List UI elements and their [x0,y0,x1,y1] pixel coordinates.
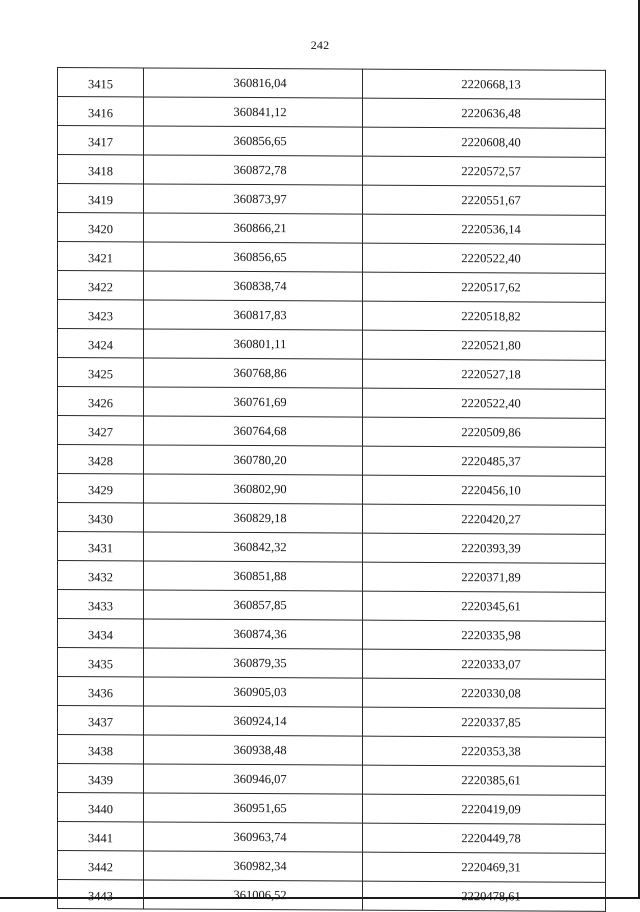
table-row [58,706,606,738]
point-number-cell: 3415 [58,68,144,97]
table-row [58,155,606,187]
point-number-cell: 3427 [58,416,144,445]
point-number-cell: 3441 [58,822,144,851]
point-number-cell: 3424 [58,329,144,358]
table-row [58,126,606,158]
y-coordinate-cell: 2220668,13 [363,69,606,99]
x-coordinate-cell: 360873,97 [144,184,363,214]
y-coordinate-cell: 2220522,40 [363,388,606,418]
y-coordinate-cell: 2220385,61 [363,765,606,795]
point-number-cell: 3423 [58,300,144,329]
point-number-cell: 3422 [58,271,144,300]
point-number-cell: 3421 [58,242,144,271]
x-coordinate-cell: 360842,32 [144,532,363,562]
y-coordinate-cell: 2220521,80 [363,330,606,360]
point-number-cell: 3437 [58,706,144,735]
x-coordinate-cell: 360946,07 [144,764,363,794]
point-number-cell: 3426 [58,387,144,416]
table-row [58,474,606,506]
y-coordinate-cell: 2220330,08 [363,678,606,708]
y-coordinate-cell: 2220536,14 [363,214,606,244]
y-coordinate-cell: 2220478,61 [363,881,606,911]
coordinates-table-body [58,68,606,912]
point-number-cell: 3428 [58,445,144,474]
x-coordinate-cell: 360851,88 [144,561,363,591]
x-coordinate-cell: 360801,11 [144,329,363,359]
point-number-cell: 3420 [58,213,144,242]
point-number-cell: 3443 [58,880,144,909]
x-coordinate-cell: 360924,14 [144,706,363,736]
table-row [58,358,606,390]
table-row [58,590,606,622]
table-row [58,271,606,303]
point-number-cell: 3438 [58,735,144,764]
point-number-cell: 3418 [58,155,144,184]
point-number-cell: 3430 [58,503,144,532]
point-number-cell: 3442 [58,851,144,880]
y-coordinate-cell: 2220608,40 [363,127,606,157]
x-coordinate-cell: 360761,69 [144,387,363,417]
table-row [58,851,606,883]
x-coordinate-cell: 360816,04 [144,68,363,98]
table-row [58,822,606,854]
x-coordinate-cell: 360879,35 [144,648,363,678]
table-row [58,880,606,912]
x-coordinate-cell: 360802,90 [144,474,363,504]
y-coordinate-cell: 2220333,07 [363,649,606,679]
point-number-cell: 3429 [58,474,144,503]
point-number-cell: 3440 [58,793,144,822]
y-coordinate-cell: 2220456,10 [363,475,606,505]
table-row [58,764,606,796]
x-coordinate-cell: 360764,68 [144,416,363,446]
table-row [58,68,606,100]
table-row [58,300,606,332]
x-coordinate-cell: 360817,83 [144,300,363,330]
y-coordinate-cell: 2220420,27 [363,504,606,534]
x-coordinate-cell: 360905,03 [144,677,363,707]
point-number-cell: 3416 [58,97,144,126]
point-number-cell: 3435 [58,648,144,677]
y-coordinate-cell: 2220449,78 [363,823,606,853]
table-row [58,97,606,129]
point-number-cell: 3431 [58,532,144,561]
x-coordinate-cell: 360856,65 [144,126,363,156]
y-coordinate-cell: 2220337,85 [363,707,606,737]
y-coordinate-cell: 2220393,39 [363,533,606,563]
table-row [58,387,606,419]
y-coordinate-cell: 2220509,86 [363,417,606,447]
table-row [58,213,606,245]
table-row [58,619,606,651]
table-row [58,648,606,680]
x-coordinate-cell: 360857,85 [144,590,363,620]
table-row [58,532,606,564]
point-number-cell: 3419 [58,184,144,213]
y-coordinate-cell: 2220572,57 [363,156,606,186]
table-row [58,329,606,361]
point-number-cell: 3434 [58,619,144,648]
y-coordinate-cell: 2220517,62 [363,272,606,302]
y-coordinate-cell: 2220522,40 [363,243,606,273]
table-row [58,503,606,535]
x-coordinate-cell: 360841,12 [144,97,363,127]
x-coordinate-cell: 360872,78 [144,155,363,185]
y-coordinate-cell: 2220485,37 [363,446,606,476]
x-coordinate-cell: 360938,48 [144,735,363,765]
x-coordinate-cell: 360951,65 [144,793,363,823]
x-coordinate-cell: 360856,65 [144,242,363,272]
table-row [58,561,606,593]
y-coordinate-cell: 2220353,38 [363,736,606,766]
x-coordinate-cell: 360982,34 [144,851,363,881]
point-number-cell: 3432 [58,561,144,590]
point-number-cell: 3417 [58,126,144,155]
y-coordinate-cell: 2220335,98 [363,620,606,650]
y-coordinate-cell: 2220518,82 [363,301,606,331]
x-coordinate-cell: 360838,74 [144,271,363,301]
table-row [58,184,606,216]
x-coordinate-cell: 360768,86 [144,358,363,388]
x-coordinate-cell: 361006,52 [144,880,363,910]
page-number: 242 [310,38,330,52]
point-number-cell: 3433 [58,590,144,619]
x-coordinate-cell: 360866,21 [144,213,363,243]
table-row [58,416,606,448]
point-number-cell: 3439 [58,764,144,793]
coordinates-table [57,67,606,912]
y-coordinate-cell: 2220469,31 [363,852,606,882]
x-coordinate-cell: 360874,36 [144,619,363,649]
y-coordinate-cell: 2220345,61 [363,591,606,621]
y-coordinate-cell: 2220419,09 [363,794,606,824]
y-coordinate-cell: 2220551,67 [363,185,606,215]
y-coordinate-cell: 2220527,18 [363,359,606,389]
table-row [58,793,606,825]
table-row [58,735,606,767]
x-coordinate-cell: 360829,18 [144,503,363,533]
x-coordinate-cell: 360780,20 [144,445,363,475]
point-number-cell: 3436 [58,677,144,706]
x-coordinate-cell: 360963,74 [144,822,363,852]
table-row [58,445,606,477]
y-coordinate-cell: 2220636,48 [363,98,606,128]
y-coordinate-cell: 2220371,89 [363,562,606,592]
table-row [58,242,606,274]
table-row [58,677,606,709]
point-number-cell: 3425 [58,358,144,387]
